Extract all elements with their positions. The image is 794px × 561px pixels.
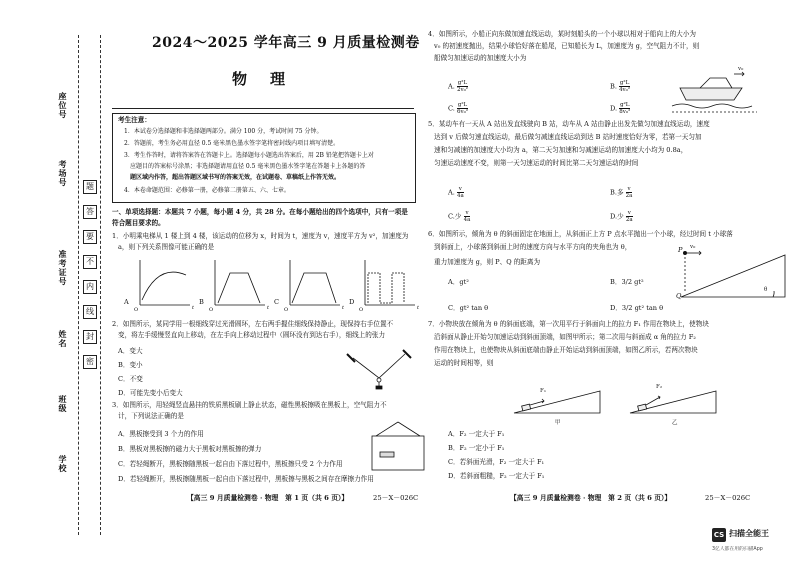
seal-char: 内 (83, 280, 97, 294)
q6-option: D．3/2 gt² tan θ (610, 304, 664, 312)
q7-force-label: F₂ (656, 384, 663, 390)
q7-option: B．F₂ 一定小于 F₁ (448, 444, 505, 452)
q6-text: 到斜面上，小球落到斜面上时的速度方向与水平方向的夹角也为 θ， (434, 243, 632, 251)
q7-text: 7．小物块放在倾角为 θ 的斜面底端，第一次用平行于斜面向上的拉力 F₁ 作用在物块上，使物块 (428, 320, 709, 328)
axis-t-label: t (267, 305, 270, 311)
q3-option: C．若轻绳断开，黑板擦随黑板一起自由下落过程中，黑板擦只受 2 个力作用 (118, 460, 343, 468)
q6-label-p: P (678, 246, 683, 254)
seal-char: 题 (83, 180, 97, 194)
section-intro: 符合题目要求的。 (112, 219, 165, 227)
seat-label: 座位号 (58, 92, 68, 119)
q7-text: 沿斜面从静止开始匀加速运动到斜面顶端，如图甲所示；第二次用与斜面成 α 角的拉力 F₂ (434, 333, 696, 341)
q1-text: 1．小明乘电梯从 1 楼上到 4 楼，该运动的位移为 x，时间为 t，速度为 v，速度平方为 v²，加速度为 (112, 232, 409, 240)
q7-caption: 甲 (555, 420, 561, 426)
seal-char: 线 (83, 305, 97, 319)
q2-option: A．变大 (118, 347, 143, 355)
ticket-label: 准考证号 (58, 250, 68, 286)
axis-t-label: t (192, 305, 195, 311)
subject-title: 物 理 (232, 70, 290, 88)
q3-option: A．黑板擦受到 3 个力的作用 (118, 430, 204, 438)
q6-text: 重力加速度为 g，则 P、Q 的距离为 (434, 258, 541, 266)
notice-item: 3．考生作答时，请将答案答在答题卡上。选择题每小题选出答案后，用 2B 铅笔把答题卡上对 (124, 152, 374, 159)
q6-option: B．3/2 gt² (610, 278, 644, 286)
q3-text: 3．如图所示，用轻绳竖直悬挂的铁质黑板刷上静止状态，磁性黑板擦吸在黑板上，空气阻力不 (112, 401, 387, 409)
exam-title: 2024～2025 学年高三 9 月质量检测卷 (152, 35, 420, 51)
seal-char: 封 (83, 330, 97, 344)
axis-origin-label: O (134, 307, 139, 313)
footer-left: 【高三 9 月质量检测卷 · 物理 第 1 页（共 6 页）】 (187, 494, 349, 502)
q4-text: v₀ 的初速度抛出，结果小球恰好落在船尾，已知船长为 L，加速度为 g，空气阻力不计，则 (434, 42, 700, 50)
q1-option: C (274, 298, 280, 306)
q3-option: D．若轻绳断开，黑板擦随黑板一起自由下落过程中，黑板擦与黑板之间存在摩擦力作用 (118, 475, 374, 483)
q3-text: 计，下列说法正确的是 (118, 412, 184, 420)
notice-heading: 考生注意： (118, 116, 151, 124)
q1-option: A (124, 298, 129, 306)
q4-figure-label: v₀ (738, 66, 744, 72)
seal-char: 要 (83, 230, 97, 244)
axis-origin-label: O (284, 307, 289, 313)
axis-t-label: t (417, 305, 420, 311)
room-label: 考场号 (58, 160, 68, 187)
q1-text: a，则下列关系图像可能正确的是 (118, 243, 215, 251)
q5-text: 5．某动车有一天从 A 站出发直线驶向 B 站，动车从 A 站由静止出发先做匀加速直线运动，速度 (428, 120, 710, 128)
q5-option: C.少 $\frac{v}{4a}$ (448, 210, 471, 223)
q1-option: B (199, 298, 204, 306)
q7-caption: 乙 (672, 420, 678, 426)
q4-option: D. $\frac{\text{g²L}}{\text{8v₀²}}$ (610, 102, 631, 115)
q7-option: D．若斜面粗糙，F₂ 一定大于 F₁ (448, 472, 545, 480)
q5-option: A. $\frac{v}{4a}$ (448, 186, 464, 199)
q6-label-theta: θ (764, 287, 768, 293)
section-intro: 一、单项选择题：本题共 7 小题，每小题 4 分，共 28 分。在每小题给出的四个选项中，只有一项是 (112, 208, 408, 216)
q2-figure (345, 340, 415, 390)
q3-option: B．黑板对黑板擦的磁力大于黑板对黑板擦的弹力 (118, 445, 262, 453)
q2-text: 变，将左手缓慢竖直向上移动，在左手向上移动过程中（圆环没有到达右手），细线上的张力 (118, 331, 386, 339)
school-label: 学校 (58, 455, 68, 473)
notice-item: 4．本卷命题范围：必修第一册，必修第二册第五、六、七章。 (124, 187, 290, 194)
q6-label-v0: v₀ (690, 244, 696, 250)
q4-boat-figure (672, 68, 762, 118)
q5-text: 速和匀减速的加速度大小均为 a，第二天匀加速和匀减速运动的加速度大小均为 0.8a， (434, 146, 688, 154)
q2-text: 2．如图所示，某同学用一根细线穿过光滑圆环，左右两手握住细线保持静止，现保持右手位置不 (112, 320, 394, 328)
q1-option: D (349, 298, 355, 306)
notice-item: 应题目的答案标号涂黑；非选择题请用直径 0.5 毫米黑色墨水签字笔在答题卡上各题的答 (124, 163, 366, 170)
q4-option: C. $\frac{\text{g²L}}{\text{6v₀²}}$ (448, 102, 469, 115)
q5-text: 达到 v 后做匀速直线运动，最后做匀减速直线运动到达 B 站时速度恰好为零，若第一天匀加 (434, 133, 702, 141)
scanner-title: 扫描全能王 (729, 529, 769, 538)
notice-item: 2．答题前，考生务必用直径 0.5 毫米黑色墨水签字笔将密封线内项目填写清楚。 (124, 140, 340, 147)
q2-option: C．不变 (118, 375, 143, 383)
q6-option: C．gt² tan θ (448, 304, 489, 312)
notice-item: 1．本试卷分选择题和非选择题两部分。满分 100 分，考试时间 75 分钟。 (124, 128, 323, 135)
q3-figure (368, 420, 428, 475)
q4-option: B. $\frac{\text{g²L}}{\text{4v₀²}}$ (610, 80, 631, 93)
seal-char: 不 (83, 255, 97, 269)
footer-right: 【高三 9 月质量检测卷 · 物理 第 2 页（共 6 页）】 (510, 494, 672, 502)
axis-origin-label: O (359, 307, 364, 313)
q2-option: D．可能先变小后变大 (118, 389, 183, 397)
axis-t-label: t (342, 305, 345, 311)
q7-figures (510, 375, 760, 425)
q4-text: 4．如图所示，小船正向东做加速直线运动，某时刻船头的一个小球以相对于船向上的大小为 (428, 30, 696, 38)
footer-left-code: 25－X－026C (373, 494, 419, 502)
q6-figure (675, 245, 794, 305)
q2-option: B．变小 (118, 361, 143, 369)
q7-text: 作用在物块上，也使物块从斜面底端由静止开始运动到斜面顶端，如图乙所示，若两次物块 (434, 346, 698, 354)
name-label: 姓名 (58, 330, 68, 348)
q5-option: D.少 $\frac{v}{2a}$ (610, 210, 633, 223)
seal-line (100, 35, 101, 535)
q6-text: 6．如图所示，倾角为 θ 的斜面固定在地面上，从斜面正上方 P 点水平抛出一个小球，经过时间 t 小球落 (428, 230, 733, 238)
q1-graphs (118, 255, 418, 315)
q4-option: A. $\frac{\text{g²L}}{\text{2v₀²}}$ (448, 80, 468, 93)
axis-origin-label: O (209, 307, 214, 313)
q6-option: A．gt² (448, 278, 469, 286)
q7-text: 运动的时间相等，则 (434, 359, 494, 367)
q7-option: A．F₂ 一定大于 F₁ (448, 430, 505, 438)
class-label: 班级 (58, 395, 68, 413)
q5-option: B.多 $\frac{v}{2a}$ (610, 186, 633, 199)
notice-item: 题区域内作答，超出答题区域书写的答案无效，在试题卷、草稿纸上作答无效。 (124, 174, 341, 181)
seal-char: 密 (83, 355, 97, 369)
q5-text: 匀速运动速度不变，则第一天匀速运动的时间比第二天匀速运动的时间 (434, 159, 639, 167)
footer-right-code: 25－X－026C (705, 494, 751, 502)
q4-text: 船做匀加速运动的加速度大小为 (434, 54, 527, 62)
q6-label-q: Q (676, 292, 682, 300)
seal-char: 答 (83, 205, 97, 219)
scanner-logo-icon: CS (712, 528, 726, 542)
q7-force-label: F₁ (540, 388, 547, 394)
seal-line (78, 35, 79, 535)
binding-strip (0, 0, 108, 561)
divider (112, 108, 414, 109)
q7-option: C．若斜面光滑，F₂ 一定大于 F₁ (448, 458, 545, 466)
scanner-subtitle: 3亿人都在用的扫描App (712, 547, 763, 552)
